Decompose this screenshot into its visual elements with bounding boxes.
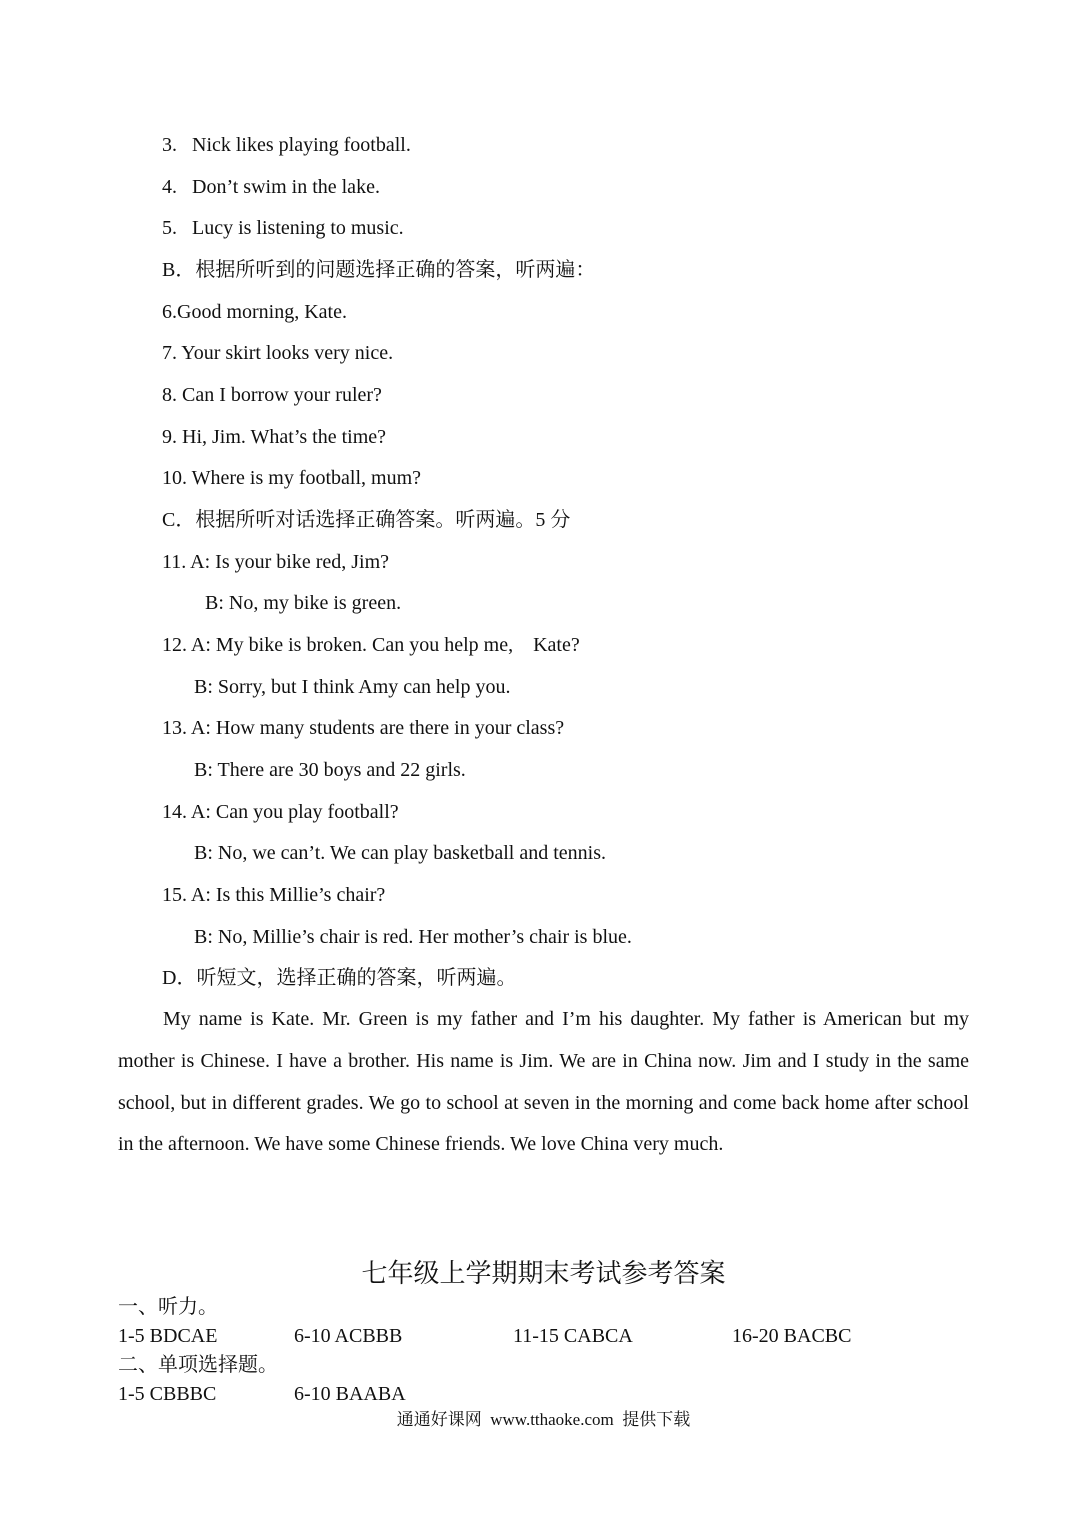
part-c-heading: C．根据所听对话选择正确答案。听两遍。5 分 [162, 509, 571, 531]
listening-item-6: 6.Good morning, Kate. [162, 301, 347, 323]
dialogue-14-b: B: No, we can’t. We can play basketball and tennis. [194, 842, 606, 864]
page-footer: 通通好课网 www.tthaoke.com 提供下载 [396, 1410, 691, 1429]
answer-key-title: 七年级上学期期末考试参考答案 [361, 1259, 726, 1288]
part-b-heading: B．根据所听到的问题选择正确的答案，听两遍： [162, 259, 596, 281]
section1-answer-6-10: 6-10 ACBBB [294, 1325, 403, 1347]
listening-item-3: 3. Nick likes playing football. [162, 134, 411, 156]
dialogue-15-b: B: No, Millie’s chair is red. Her mother’s chair is blue. [194, 926, 632, 948]
part-d-passage: My name is Kate. Mr. Green is my father and I’m his daughter. My father is American but my mother is Chinese. I have a brother. His name is Jim. We are in China now. Jim and I study in the same school, but in different grades. We go to school at seven in the morning and come back home after school in the afternoon. We have some Chinese friends. We love China very much. [118, 1008, 969, 1156]
listening-item-4: 4. Don’t swim in the lake. [162, 176, 380, 198]
dialogue-12-b: B: Sorry, but I think Amy can help you. [194, 676, 511, 698]
dialogue-13-b: B: There are 30 boys and 22 girls. [194, 759, 466, 781]
section1-answer-1-5: 1-5 BDCAE [118, 1325, 218, 1347]
dialogue-14-a: 14. A: Can you play football? [162, 801, 399, 823]
section2-answer-6-10: 6-10 BAABA [294, 1383, 406, 1405]
section1-answer-11-15: 11-15 CABCA [513, 1325, 633, 1347]
section1-heading: 一、听力。 [118, 1296, 218, 1318]
listening-item-5: 5. Lucy is listening to music. [162, 217, 404, 239]
dialogue-11-a: 11. A: Is your bike red, Jim? [162, 551, 390, 573]
listening-item-9: 9. Hi, Jim. What’s the time? [162, 426, 387, 448]
listening-item-10: 10. Where is my football, mum? [162, 467, 422, 489]
listening-item-7: 7. Your skirt looks very nice. [162, 342, 394, 364]
section2-heading: 二、单项选择题。 [118, 1354, 278, 1376]
dialogue-12-a: 12. A: My bike is broken. Can you help me, Kate? [162, 634, 580, 656]
section2-answer-1-5: 1-5 CBBBC [118, 1383, 217, 1405]
section1-answer-16-20: 16-20 BACBC [732, 1325, 852, 1347]
dialogue-11-b: B: No, my bike is green. [205, 592, 402, 614]
dialogue-15-a: 15. A: Is this Millie’s chair? [162, 884, 386, 906]
part-d-heading: D．听短文，选择正确的答案，听两遍。 [162, 967, 517, 989]
listening-item-8: 8. Can I borrow your ruler? [162, 384, 382, 406]
dialogue-13-a: 13. A: How many students are there in your class? [162, 717, 565, 739]
